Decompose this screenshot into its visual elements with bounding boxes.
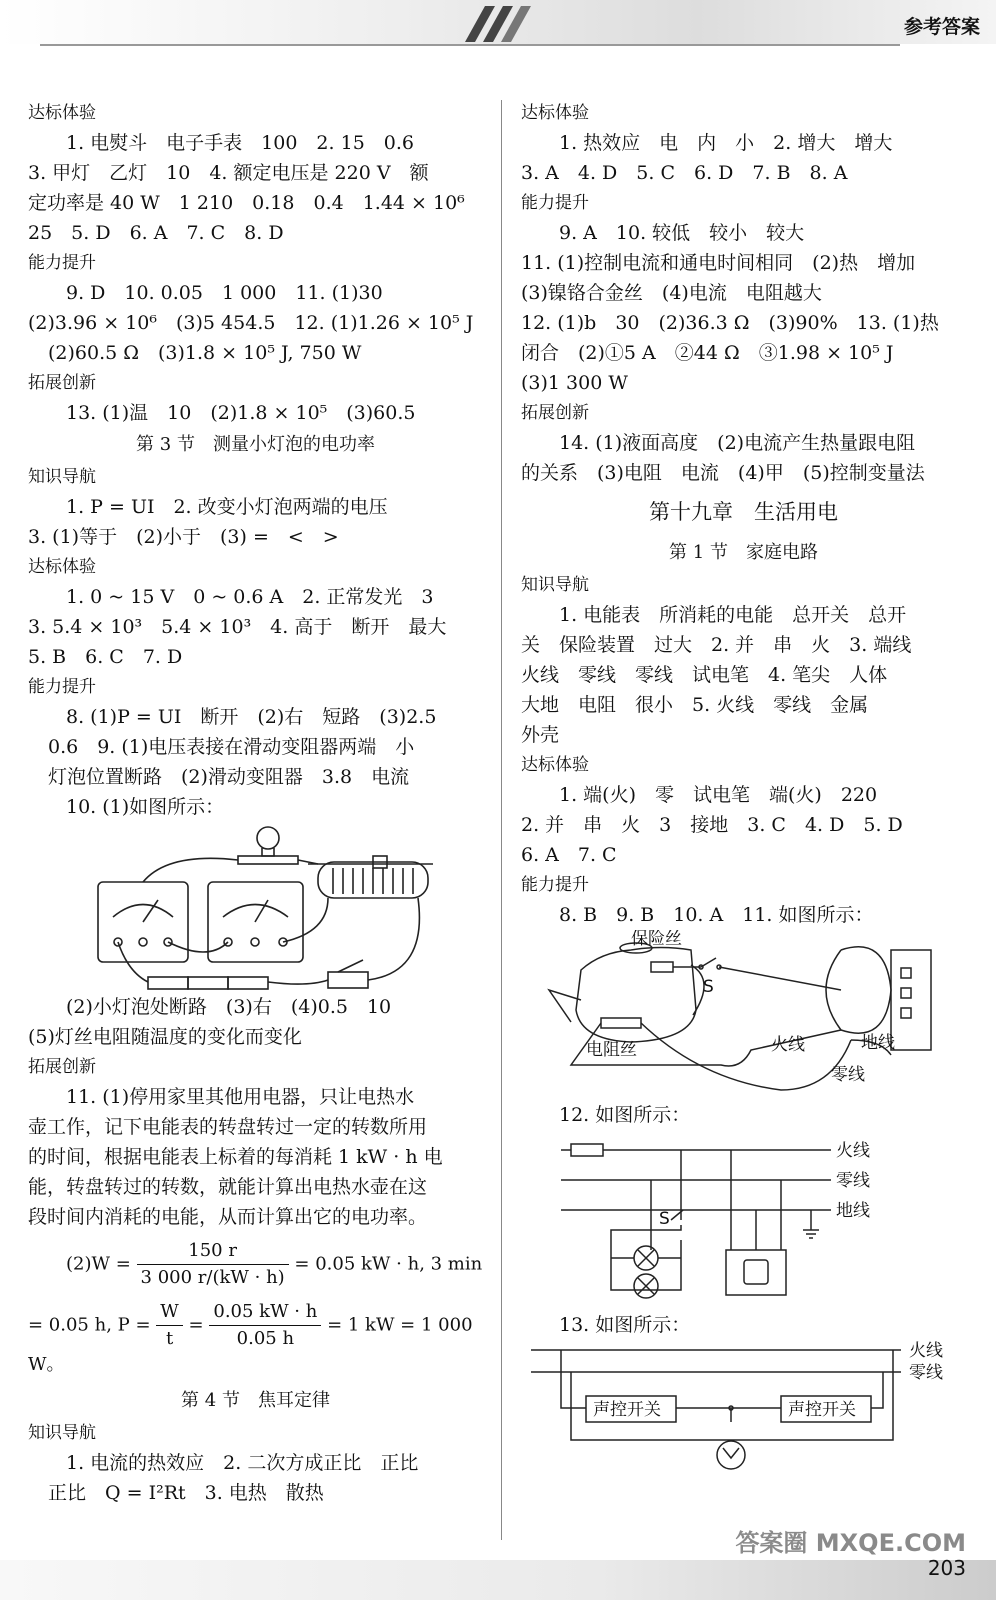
page-number: 203 — [927, 1556, 966, 1580]
answer-line: 8. B 9. B 10. A 11. 如图所示： — [559, 904, 874, 926]
answer-line: 3. A 4. D 5. C 6. D 7. B 8. A — [521, 162, 848, 184]
subsection-title: 第 3 节 测量小灯泡的电功率 — [136, 434, 375, 455]
fraction-numerator: W — [156, 1299, 183, 1326]
answer-line: 1. 0 ~ 15 V 0 ~ 0.6 A 2. 正常发光 3 — [66, 586, 434, 608]
sound-switch-label: 声控开关 — [788, 1400, 856, 1420]
answer-line: 13. (1)温 10 (2)1.8 × 10⁵ (3)60.5 — [66, 402, 416, 424]
kettle-wiring-figure — [541, 930, 941, 1100]
answer-line: 0.6 9. (1)电压表接在滑动变阻器两端 小 — [48, 736, 415, 758]
section-heading: 知识导航 — [28, 467, 96, 487]
section-heading: 能力提升 — [28, 677, 96, 697]
answer-line: 段时间内消耗的电能，从而计算出它的电功率。 — [28, 1206, 428, 1228]
answer-line: (3)1 300 W — [521, 372, 628, 394]
section-heading: 能力提升 — [521, 193, 589, 213]
header-rule — [40, 44, 900, 46]
answer-line: (2)3.96 × 10⁶ (3)5 454.5 12. (1)1.26 × 10⁵ J — [28, 312, 474, 334]
answer-line: (3)镍铬合金丝 (4)电流 电阻越大 — [521, 282, 822, 304]
right-column — [521, 98, 966, 1480]
section-heading: 能力提升 — [28, 253, 96, 273]
fuse-label: 保险丝 — [631, 930, 682, 949]
chapter-title: 第十九章 生活用电 — [649, 500, 838, 524]
answer-line: 定功率是 40 W 1 210 0.18 0.4 1.44 × 10⁶ — [28, 192, 465, 214]
answer-line: 1. 电能表 所消耗的电能 总开关 总开 — [559, 604, 907, 626]
formula-text: = — [188, 1314, 204, 1336]
answer-line: (5)灯丝电阻随温度的变化而变化 — [28, 1026, 302, 1048]
neutral-label: 零线 — [909, 1363, 943, 1383]
section-heading: 达标体验 — [28, 103, 96, 123]
answer-line: 12. 如图所示： — [559, 1104, 691, 1126]
answer-line: 的关系 (3)电阻 电流 (4)甲 (5)控制变量法 — [521, 462, 925, 484]
answer-line: 闭合 (2)①5 A ②44 Ω ③1.98 × 10⁵ J — [521, 342, 894, 364]
switch-label: S — [703, 977, 714, 997]
answer-line: 能，转盘转过的转数，就能计算出电热水壶在这 — [28, 1176, 428, 1198]
answer-line: 大地 电阻 很小 5. 火线 零线 金属 — [521, 694, 869, 716]
header-stripes — [455, 6, 535, 42]
fraction-denominator: 0.05 h — [236, 1328, 295, 1349]
answer-line: 13. 如图所示： — [559, 1314, 691, 1336]
column-divider — [501, 100, 502, 1540]
fraction — [156, 1299, 183, 1352]
section-heading: 拓展创新 — [521, 403, 589, 423]
left-column — [28, 98, 483, 1508]
header-bar — [0, 0, 996, 44]
section-heading: 能力提升 — [521, 875, 589, 895]
answer-line: 6. A 7. C — [521, 844, 617, 866]
live-label: 火线 — [836, 1141, 870, 1161]
answer-line: 2. 并 串 火 3 接地 3. C 4. D 5. D — [521, 814, 903, 836]
fraction-numerator: 0.05 kW · h — [209, 1299, 321, 1326]
formula-line — [28, 1299, 483, 1378]
circuit-figure-10 — [88, 822, 448, 992]
formula-line — [28, 1238, 483, 1291]
answer-line: 1. 热效应 电 内 小 2. 增大 增大 — [559, 132, 893, 154]
earth-label: 地线 — [836, 1201, 870, 1221]
section-heading: 知识导航 — [521, 575, 589, 595]
answer-line: 8. (1)P = UI 断开 (2)右 短路 (3)2.5 — [66, 706, 437, 728]
answer-line: 的时间，根据电能表上标着的每消耗 1 kW · h 电 — [28, 1146, 443, 1168]
switch-label: S — [659, 1209, 670, 1229]
formula-text: = 1 kW = 1 000 W。 — [28, 1314, 473, 1375]
answer-line: 3. (1)等于 (2)小于 (3) = < > — [28, 526, 339, 548]
answer-line: 1. 电流的热效应 2. 二次方成正比 正比 — [66, 1452, 419, 1474]
answer-line: 外壳 — [521, 724, 560, 746]
answer-line: 关 保险装置 过大 2. 并 串 火 3. 端线 — [521, 634, 912, 656]
subsection-title: 第 1 节 家庭电路 — [669, 542, 818, 563]
header-title: 参考答案 — [903, 16, 980, 38]
sound-switch-figure — [521, 1340, 951, 1480]
answer-line: 1. P = UI 2. 改变小灯泡两端的电压 — [66, 496, 388, 518]
section-heading: 达标体验 — [521, 755, 589, 775]
fraction — [137, 1238, 289, 1291]
section-heading: 达标体验 — [521, 103, 589, 123]
fraction — [209, 1299, 321, 1352]
answer-line: 灯泡位置断路 (2)滑动变阻器 3.8 电流 — [48, 766, 410, 788]
answer-line: 火线 零线 零线 试电笔 4. 笔尖 人体 — [521, 664, 888, 686]
sound-switch-label: 声控开关 — [593, 1400, 661, 1420]
watermark-logo: 答案圈 MXQE.COM — [735, 1529, 966, 1557]
answer-line: 壶工作，记下电能表的转盘转过一定的转数所用 — [28, 1116, 428, 1138]
answer-line: 3. 5.4 × 10³ 5.4 × 10³ 4. 高于 断开 最大 — [28, 616, 447, 638]
formula-text: = 0.05 kW · h, 3 min — [294, 1253, 483, 1275]
answer-line: (2)小灯泡处断路 (3)右 (4)0.5 10 — [66, 996, 392, 1018]
subsection-title: 第 4 节 焦耳定律 — [181, 1390, 330, 1411]
answer-line: 5. B 6. C 7. D — [28, 646, 183, 668]
formula-text: = 0.05 h, P = — [28, 1314, 151, 1336]
answer-line: 10. (1)如图所示： — [66, 796, 225, 818]
answer-line: 9. D 10. 0.05 1 000 11. (1)30 — [66, 282, 383, 304]
section-heading: 达标体验 — [28, 557, 96, 577]
answer-line: 14. (1)液面高度 (2)电流产生热量跟电阻 — [559, 432, 916, 454]
section-heading: 拓展创新 — [28, 373, 96, 393]
resistor-label: 电阻丝 — [586, 1040, 637, 1060]
answer-line: 3. 甲灯 乙灯 10 4. 额定电压是 220 V 额 — [28, 162, 429, 184]
section-heading: 拓展创新 — [28, 1057, 96, 1077]
formula-text: (2)W = — [66, 1253, 131, 1275]
answer-line: 11. (1)控制电流和通电时间相同 (2)热 增加 — [521, 252, 916, 274]
answer-line: (2)60.5 Ω (3)1.8 × 10⁵ J, 750 W — [48, 342, 362, 364]
neutral-label: 零线 — [836, 1171, 870, 1191]
footer-bar — [0, 1560, 996, 1600]
answer-line: 正比 Q = I²Rt 3. 电热 散热 — [48, 1482, 324, 1504]
live-label: 火线 — [909, 1341, 943, 1361]
neutral-label: 零线 — [831, 1065, 865, 1085]
fraction-denominator: t — [165, 1328, 174, 1349]
household-circuit-figure — [541, 1130, 921, 1310]
fraction-numerator: 150 r — [137, 1238, 289, 1265]
answer-line: 12. (1)b 30 (2)36.3 Ω (3)90% 13. (1)热 — [521, 312, 939, 334]
answer-line: 9. A 10. 较低 较小 较大 — [559, 222, 805, 244]
answer-line: 11. (1)停用家里其他用电器，只让电热水 — [66, 1086, 415, 1108]
answer-line: 1. 端(火) 零 试电笔 端(火) 220 — [559, 784, 878, 806]
fraction-denominator: 3 000 r/(kW · h) — [140, 1267, 285, 1288]
live-label: 火线 — [771, 1035, 805, 1055]
answer-line: 25 5. D 6. A 7. C 8. D — [28, 222, 284, 244]
earth-label: 地线 — [861, 1033, 895, 1053]
answer-line: 1. 电熨斗 电子手表 100 2. 15 0.6 — [66, 132, 414, 154]
section-heading: 知识导航 — [28, 1423, 96, 1443]
